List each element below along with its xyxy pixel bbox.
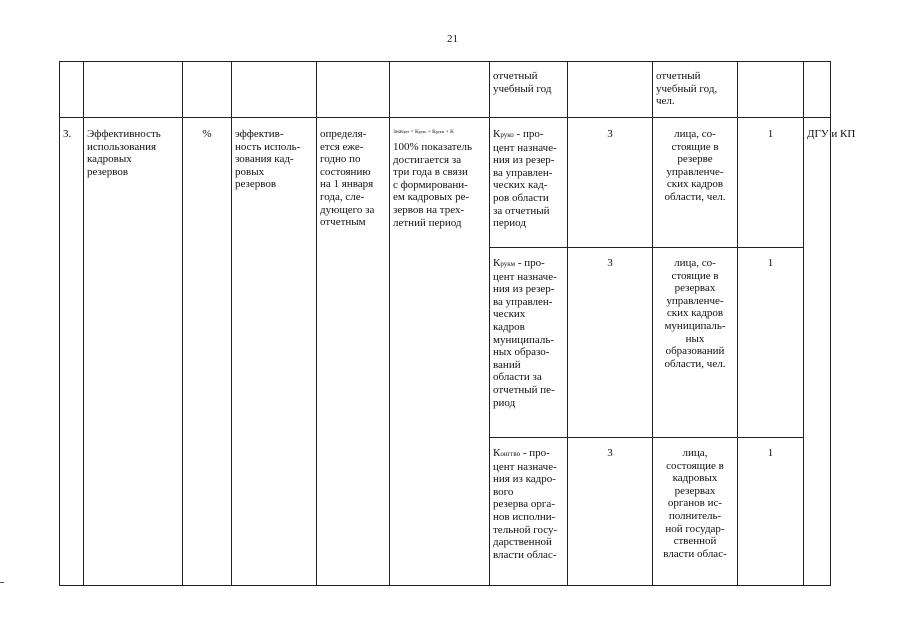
component-1-unit: лица, со- стоящие в резерве управленче- ских кадров области, чел.: [664, 128, 726, 203]
scan-edge-mark: [0, 582, 4, 583]
component-2-description: Крукм - про- цент назначе- ния из резер- ва управлен- ческих кадров муниципаль- ных образо- ваний области за отчетный пе- риод: [493, 257, 557, 409]
unit-of-measure: %: [202, 128, 212, 140]
responsible-department: ДГУ и КП: [807, 128, 856, 140]
indicator-definition: эффектив- ность исполь- зования кад- ровых резервов: [235, 128, 301, 191]
component-3-description: Коиггво - про- цент назначе- ния из кадро- вого резерва орга- нов исполни- тельной госу- дарственной власти облас-: [493, 447, 558, 561]
periodicity: определя- ется еже- годно по состоянию на 1 января года, сле- дующего за отчетным: [320, 128, 375, 229]
header-current-year: отчетный учебный год: [493, 70, 552, 95]
indicator-name: Эффективность использования кадровых резервов: [87, 128, 161, 178]
calculation-method: 100% показатель достигается за три года в связи с формировани- ем кадровых ре- зервов на трех- летний период: [393, 141, 472, 229]
calculation-formula: Значрез = Круко + Крукм + К: [393, 129, 454, 135]
component-1-unit-value: 1: [767, 128, 774, 140]
component-2-value: 3: [607, 257, 613, 269]
component-1-value: 3: [607, 128, 613, 140]
component-2-unit-value: 1: [767, 257, 774, 269]
component-1-description: Круко - про- цент назначе- ния из резер- ва управлен- ческих кад- ров области за отчетный период: [493, 128, 557, 230]
component-3-unit: лица, состоящие в кадровых резервах органов ис- полнитель- ной государ- ственной власти облас-: [663, 447, 727, 560]
header-unit-year: отчетный учебный год, чел.: [656, 70, 718, 108]
page-number: 21: [447, 33, 458, 45]
row-number: 3.: [63, 128, 72, 140]
component-3-unit-value: 1: [767, 447, 774, 459]
component-3-value: 3: [607, 447, 613, 459]
component-2-unit: лица, со- стоящие в резервах управленче- ских кадров муниципаль- ных образований области, чел.: [664, 257, 726, 370]
